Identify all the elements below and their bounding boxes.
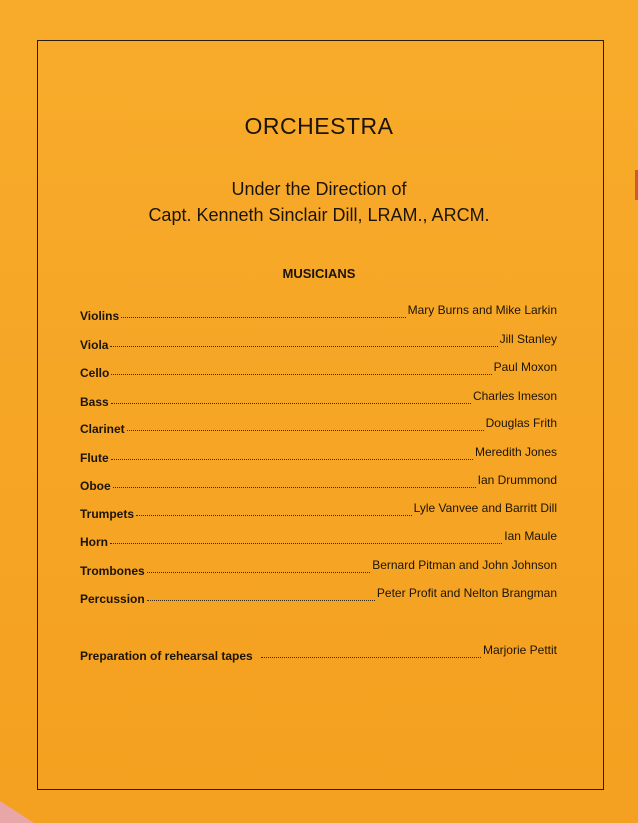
- musician-row-clarinet: [80, 415, 557, 436]
- player-name: Meredith Jones: [474, 445, 557, 459]
- musician-row-percussion: [80, 585, 557, 606]
- player-name: Charles Imeson: [472, 389, 557, 403]
- musicians-heading: MUSICIANS: [282, 266, 356, 281]
- director-name: Capt. Kenneth Sinclair Dill, LRAM., ARCM.: [148, 205, 490, 225]
- musician-row-cello: [80, 359, 557, 380]
- instrument-label: Cello: [80, 366, 110, 380]
- rehearsal-player-name: Marjorie Pettit: [482, 643, 557, 657]
- instrument-label: Percussion: [80, 592, 145, 606]
- musician-row-violins: [80, 302, 557, 323]
- paper-corner-mark: [0, 801, 34, 823]
- instrument-label: Viola: [80, 338, 109, 352]
- musician-row-trombones: [80, 557, 557, 578]
- musician-row-viola: [80, 331, 557, 352]
- player-name: Ian Drummond: [477, 473, 557, 487]
- musician-row-bass: [80, 388, 557, 409]
- instrument-label: Flute: [80, 451, 109, 465]
- page-title: ORCHESTRA: [244, 113, 394, 139]
- dot-leader: [127, 430, 484, 431]
- instrument-label: Trombones: [80, 564, 145, 578]
- direction-line-1: Under the Direction of: [231, 179, 407, 199]
- rehearsal-label: Preparation of rehearsal tapes: [80, 649, 253, 663]
- dot-leader: [111, 374, 491, 375]
- dot-leader: [147, 572, 371, 573]
- musician-row-oboe: [80, 472, 557, 493]
- instrument-label: Oboe: [80, 479, 111, 493]
- instrument-label: Violins: [80, 309, 120, 323]
- dot-leader: [110, 346, 497, 347]
- musician-row-trumpets: [80, 500, 557, 521]
- dot-leader: [111, 459, 473, 460]
- instrument-label: Horn: [80, 535, 108, 549]
- player-name: Mary Burns and Mike Larkin: [407, 303, 557, 317]
- dot-leader: [111, 403, 471, 404]
- rehearsal-row: [80, 642, 557, 663]
- player-name: Lyle Vanvee and Barritt Dill: [413, 501, 557, 515]
- instrument-label: Trumpets: [80, 507, 135, 521]
- dot-leader: [110, 543, 502, 544]
- musician-row-horn: [80, 528, 557, 549]
- player-name: Paul Moxon: [493, 360, 557, 374]
- instrument-label: Bass: [80, 395, 109, 409]
- dot-leader: [147, 600, 375, 601]
- instrument-label: Clarinet: [80, 422, 125, 436]
- player-name: Douglas Frith: [485, 416, 557, 430]
- dot-leader: [121, 317, 405, 318]
- player-name: Ian Maule: [504, 529, 557, 543]
- player-name: Peter Profit and Nelton Brangman: [376, 586, 557, 600]
- dot-leader: [136, 515, 412, 516]
- player-name: Bernard Pitman and John Johnson: [372, 558, 557, 572]
- dot-leader: [261, 657, 481, 658]
- musician-row-flute: [80, 444, 557, 465]
- player-name: Jill Stanley: [499, 332, 557, 346]
- dot-leader: [113, 487, 476, 488]
